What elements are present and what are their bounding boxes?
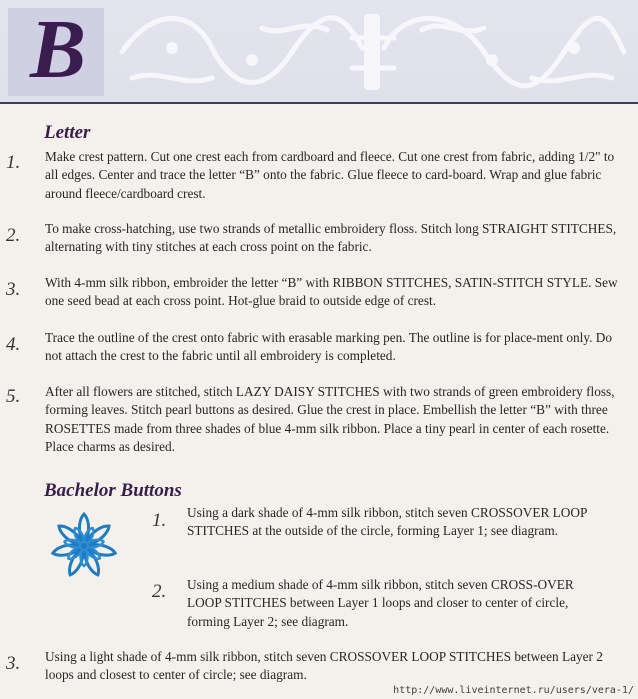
step-text: Trace the outline of the crest onto fabric with erasable marking pen. The outline is for place-ment only. Do not attach the crest to the fabric until all embroidery is completed. — [45, 330, 613, 364]
step-text: Make crest pattern. Cut one crest each from cardboard and fleece. Cut one crest from fabric, adding 1/2" to all edges. Center and trace the letter “B” onto the fabric. Glue fleece to card-board. Wrap and glue fabric around fleece/cardboard crest. — [45, 149, 615, 201]
step-number: 5. — [6, 386, 21, 407]
step-text: With 4-mm silk ribbon, embroider the letter “B” with RIBBON STITCHES, SATIN-STITCH STYLE. Sew one seed bead at each cross point. Hot-glue braid to outside edge of crest. — [45, 275, 618, 309]
step-number: 2. — [152, 581, 167, 602]
step-number: 3. — [6, 653, 21, 674]
watermark-url: http://www.liveinternet.ru/users/vera-1/ — [393, 685, 634, 696]
initial-letter: B — [30, 3, 87, 96]
step-number: 2. — [6, 225, 21, 246]
step-text: Using a dark shade of 4-mm silk ribbon, stitch seven CROSSOVER LOOP STITCHES at the outside of the circle, forming Layer 1; see diagram. — [187, 505, 587, 539]
section-title-letter: Letter — [44, 122, 91, 143]
step-number: 3. — [6, 279, 21, 300]
step-text: Using a light shade of 4-mm silk ribbon, stitch seven CROSSOVER LOOP STITCHES between Layer 2 loops and closest to center of circle; see diagram. — [45, 649, 603, 683]
ornament-border — [112, 8, 634, 96]
step-text: Using a medium shade of 4-mm silk ribbon, stitch seven CROSS-OVER LOOP STITCHES between Layer 1 loops and closer to center of circle, forming Layer 2; see diagram. — [187, 577, 574, 629]
step-text: To make cross-hatching, use two strands of metallic embroidery floss. Stitch long STRAIGHT STITCHES, alternating with tiny stitches at each cross point on the fabric. — [45, 221, 617, 255]
bachelor-button-diagram — [44, 510, 124, 582]
step-number: 4. — [6, 334, 21, 355]
header-rule — [0, 102, 638, 104]
section-title-bachelor-buttons: Bachelor Buttons — [44, 480, 182, 501]
step-number: 1. — [6, 152, 21, 173]
step-number: 1. — [152, 510, 167, 531]
header-band — [0, 0, 638, 104]
step-text: After all flowers are stitched, stitch LAZY DAISY STITCHES with two strands of green embroidery floss, forming leaves. Stitch pearl buttons as desired. Glue the crest in place. Embellish the letter “B” with three ROSETTES made from three shades of blue 4-mm silk ribbon. Place a tiny pearl in center of each rosette. Place charms as desired. — [45, 384, 615, 454]
